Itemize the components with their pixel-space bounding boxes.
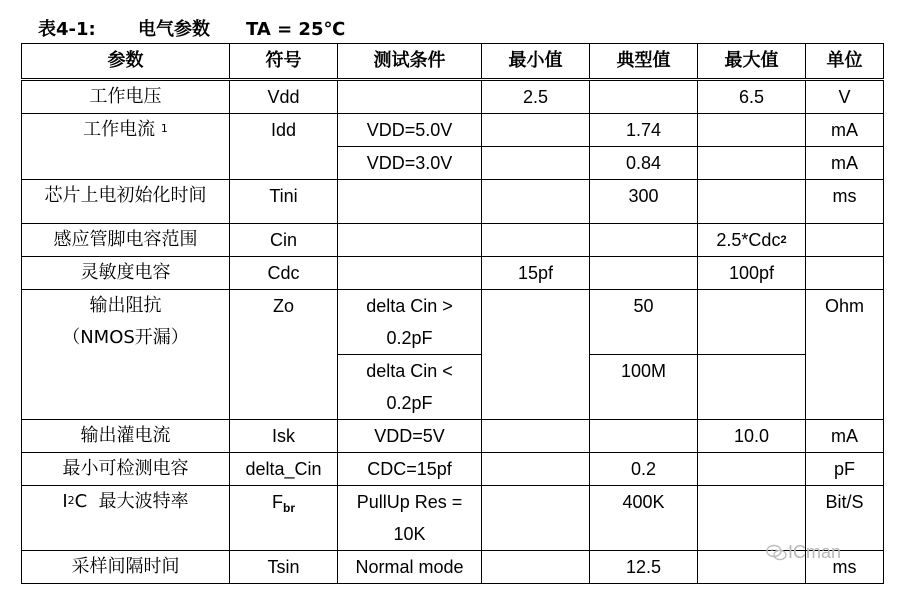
symbol-cell: Vdd <box>230 80 338 114</box>
max-cell <box>698 290 806 355</box>
param-line: （NMOS开漏） <box>62 327 189 348</box>
condition-cell <box>338 80 482 114</box>
header-max: 最大值 <box>698 44 806 80</box>
typ-cell: 1.74 <box>590 114 698 147</box>
electrical-parameters-table <box>21 43 884 584</box>
unit-cell: ms <box>806 180 884 224</box>
header-condition: 测试条件 <box>338 44 482 80</box>
param-cell <box>22 114 230 180</box>
param-cell <box>22 486 230 551</box>
symbol-cell <box>230 486 338 551</box>
typ-cell: 12.5 <box>590 551 698 584</box>
unit-cell: Bit/S <box>806 486 884 551</box>
unit-cell: mA <box>806 147 884 180</box>
condition-line: 10K <box>393 524 426 544</box>
symbol-cell: Idd <box>230 114 338 180</box>
unit-cell: ms <box>806 551 884 584</box>
max-cell <box>698 147 806 180</box>
unit-cell: V <box>806 80 884 114</box>
max-cell <box>698 114 806 147</box>
max-text: 2.5*Cdc <box>716 230 781 250</box>
table-row <box>22 290 884 355</box>
symbol-cell: delta_Cin <box>230 453 338 486</box>
condition-line: delta Cin < <box>366 361 453 381</box>
min-cell <box>482 224 590 257</box>
param-prefix: I <box>62 491 68 512</box>
unit-cell: Ohm <box>806 290 884 420</box>
header-unit: 单位 <box>806 44 884 80</box>
condition-cell: VDD=3.0V <box>338 147 482 180</box>
condition-line: 0.2pF <box>386 393 433 413</box>
typ-cell <box>590 420 698 453</box>
symbol-cell: Isk <box>230 420 338 453</box>
min-cell <box>482 420 590 453</box>
max-cell: 10.0 <box>698 420 806 453</box>
typ-cell: 100M <box>590 355 698 420</box>
table-row <box>22 114 884 147</box>
typ-cell: 0.2 <box>590 453 698 486</box>
table-row <box>22 486 884 551</box>
typ-cell <box>590 257 698 290</box>
table-row <box>22 551 884 584</box>
param-cell: 灵敏度电容 <box>22 257 230 290</box>
max-cell: 100pf <box>698 257 806 290</box>
unit-cell: pF <box>806 453 884 486</box>
max-cell: 6.5 <box>698 80 806 114</box>
max-cell <box>698 355 806 420</box>
unit-cell <box>806 257 884 290</box>
condition-cell <box>338 224 482 257</box>
header-min: 最小值 <box>482 44 590 80</box>
symbol-cell: Zo <box>230 290 338 420</box>
min-cell <box>482 114 590 147</box>
param-cell <box>22 290 230 420</box>
min-cell <box>482 147 590 180</box>
param-cell: 芯片上电初始化时间 <box>22 180 230 224</box>
typ-cell: 300 <box>590 180 698 224</box>
unit-cell: mA <box>806 420 884 453</box>
param-cell: 输出灌电流 <box>22 420 230 453</box>
unit-cell: mA <box>806 114 884 147</box>
condition-cell <box>338 290 482 355</box>
table-row <box>22 180 884 224</box>
table-row <box>22 257 884 290</box>
typ-cell <box>590 80 698 114</box>
table-row <box>22 80 884 114</box>
max-cell <box>698 224 806 257</box>
condition-cell <box>338 257 482 290</box>
symbol-subscript: br <box>283 501 295 515</box>
min-cell: 15pf <box>482 257 590 290</box>
param-cell: 工作电压 <box>22 80 230 114</box>
header-row <box>22 44 884 80</box>
header-typ: 典型值 <box>590 44 698 80</box>
footnote-mark: 2 <box>780 234 787 246</box>
param-text: 工作电流 <box>83 119 156 140</box>
symbol-cell: Cin <box>230 224 338 257</box>
min-cell <box>482 180 590 224</box>
param-text: C 最大波特率 <box>74 491 189 512</box>
typ-cell <box>590 224 698 257</box>
superscript: 2 <box>67 494 75 507</box>
condition-cell: VDD=5.0V <box>338 114 482 147</box>
header-symbol: 符号 <box>230 44 338 80</box>
param-cell: 最小可检测电容 <box>22 453 230 486</box>
table-row <box>22 224 884 257</box>
condition-cell <box>338 180 482 224</box>
typ-cell: 50 <box>590 290 698 355</box>
caption-name: 电气参数 <box>138 19 210 40</box>
condition-cell <box>338 355 482 420</box>
condition-line: PullUp Res = <box>356 492 463 512</box>
symbol-cell: Cdc <box>230 257 338 290</box>
symbol-main: F <box>272 492 283 512</box>
condition-cell <box>338 486 482 551</box>
table-caption <box>38 15 345 39</box>
max-cell <box>698 551 806 584</box>
param-cell: 采样间隔时间 <box>22 551 230 584</box>
max-cell <box>698 486 806 551</box>
condition-line: delta Cin > <box>366 296 453 316</box>
table-row <box>22 453 884 486</box>
condition-cell: Normal mode <box>338 551 482 584</box>
min-cell <box>482 290 590 420</box>
symbol-cell: Tsin <box>230 551 338 584</box>
footnote-mark: 1 <box>160 122 168 135</box>
min-cell: 2.5 <box>482 80 590 114</box>
caption-label: 表4-1: <box>38 19 96 40</box>
min-cell <box>482 453 590 486</box>
unit-cell <box>806 224 884 257</box>
typ-cell: 0.84 <box>590 147 698 180</box>
symbol-cell: Tini <box>230 180 338 224</box>
header-param: 参数 <box>22 44 230 80</box>
max-cell <box>698 180 806 224</box>
table-row <box>22 420 884 453</box>
caption-condition: TA = 25℃ <box>246 19 346 40</box>
condition-cell: VDD=5V <box>338 420 482 453</box>
typ-cell: 400K <box>590 486 698 551</box>
param-line: 输出阻抗 <box>89 295 162 316</box>
max-cell <box>698 453 806 486</box>
watermark-text: ICman <box>788 542 842 562</box>
param-cell: 感应管脚电容范围 <box>22 224 230 257</box>
condition-line: 0.2pF <box>386 328 433 348</box>
min-cell <box>482 486 590 551</box>
condition-cell: CDC=15pf <box>338 453 482 486</box>
min-cell <box>482 551 590 584</box>
